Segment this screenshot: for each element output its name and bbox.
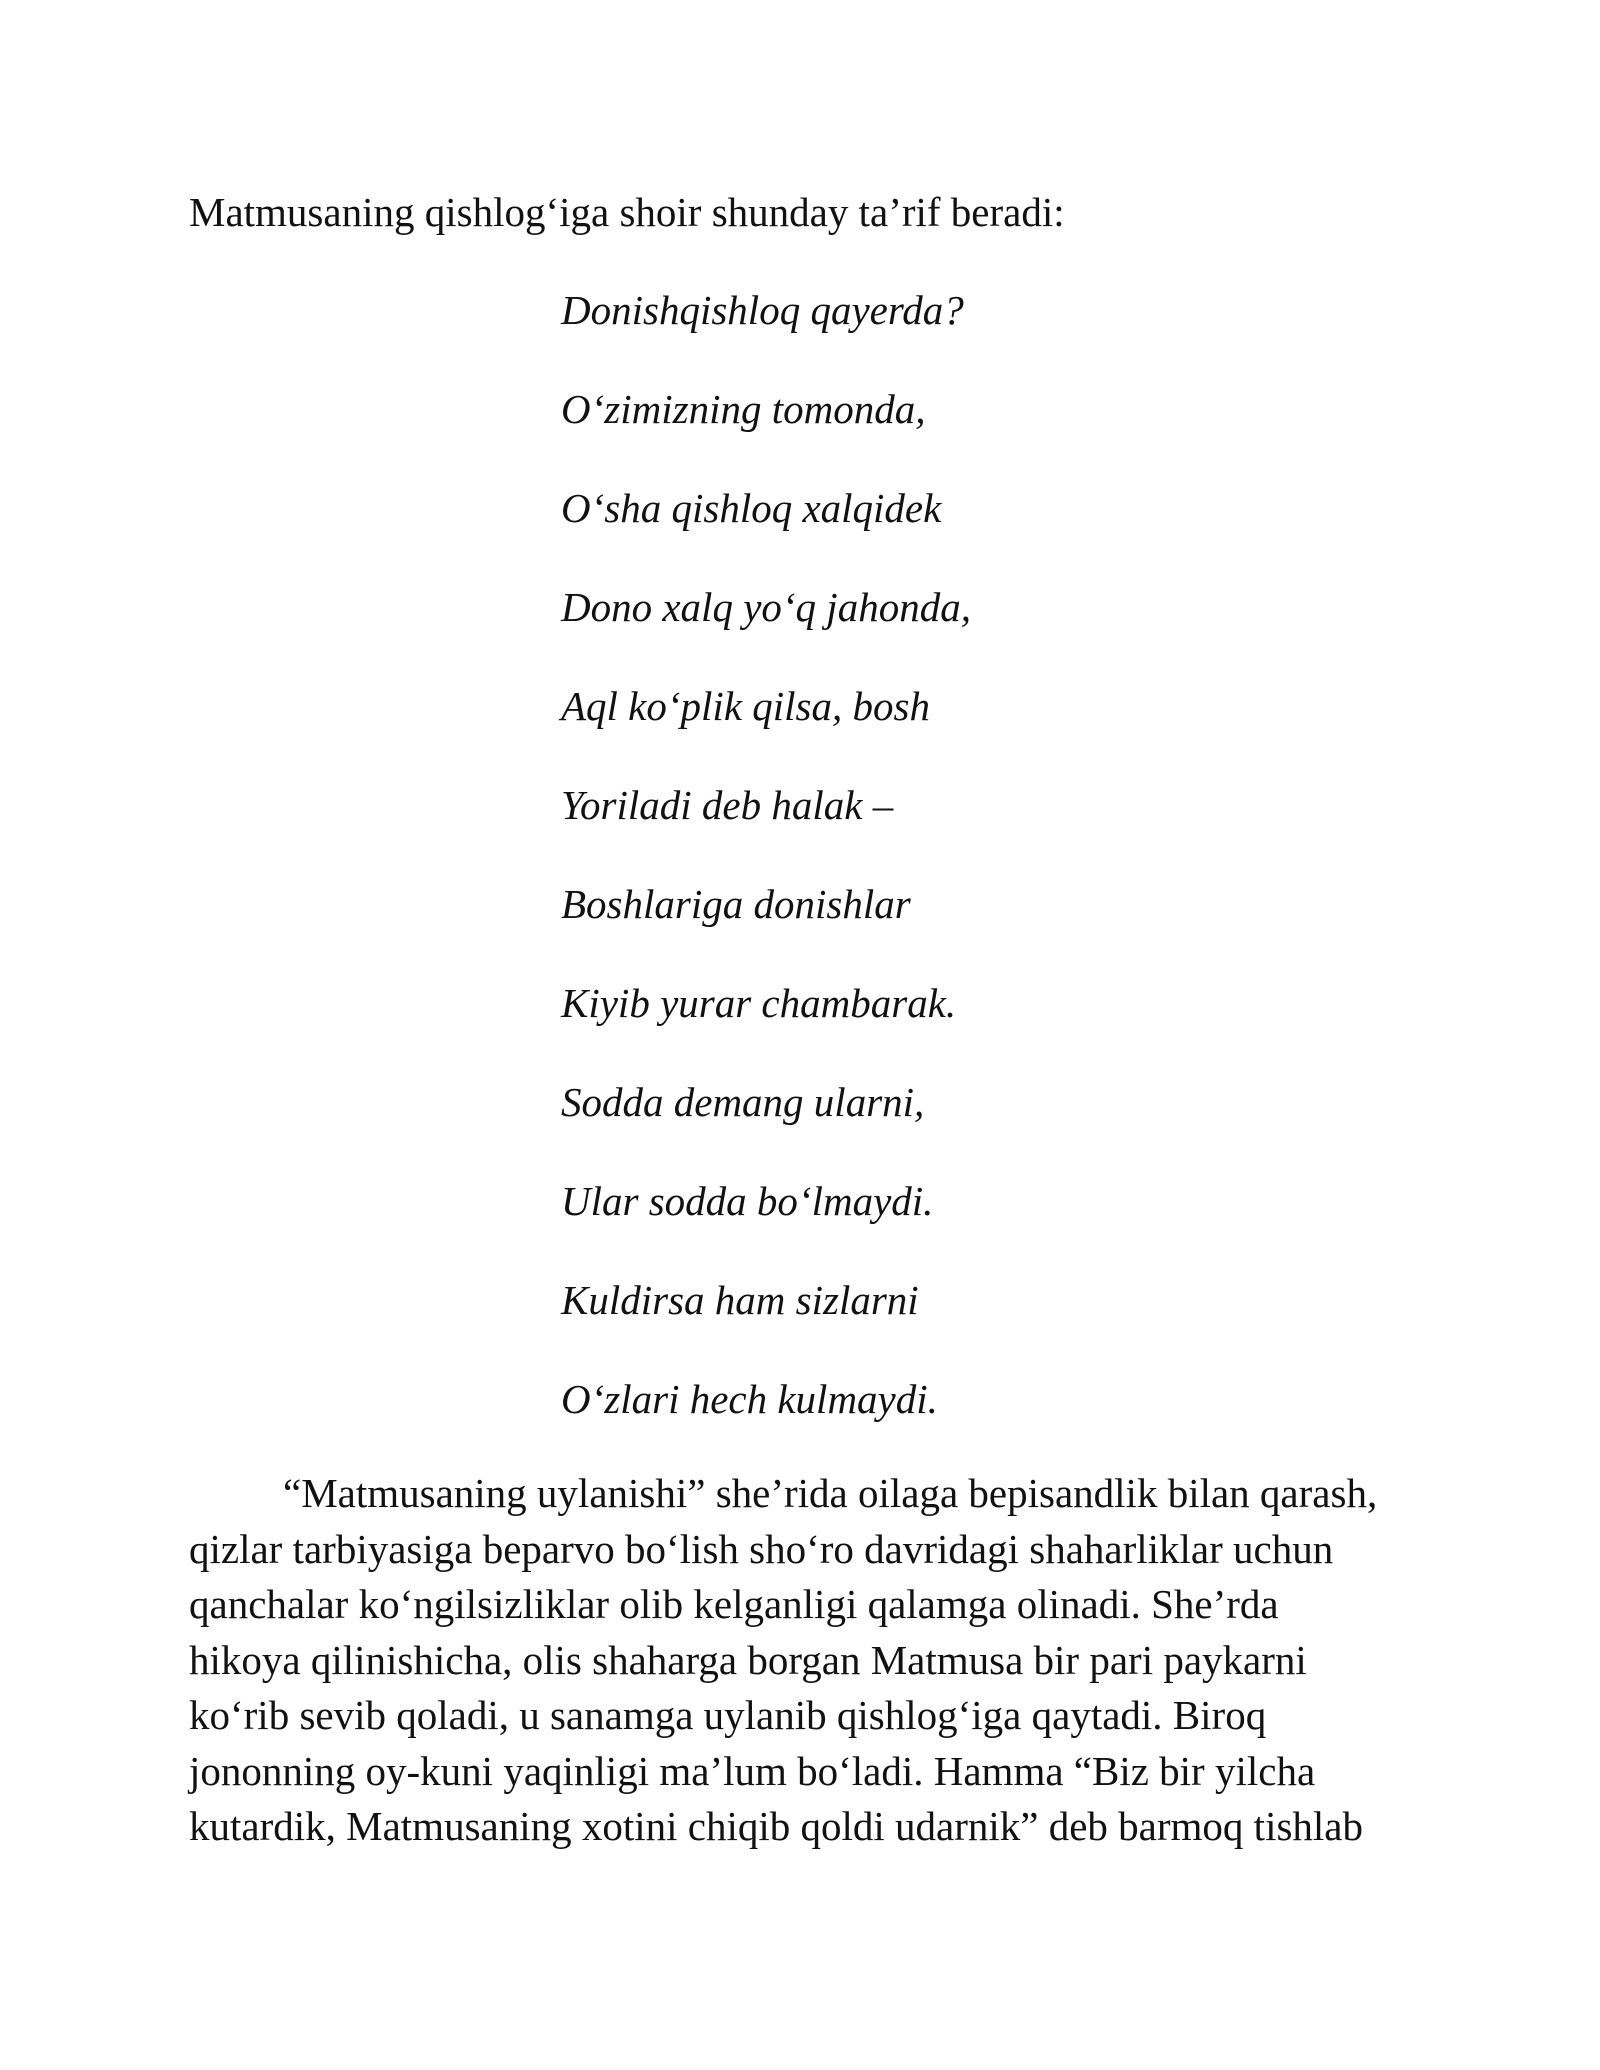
poem-line: Donishqishloq qayerda?: [561, 287, 964, 333]
poem-line: O‘zimizning tomonda,: [561, 386, 926, 432]
poem: [561, 284, 971, 1472]
poem-line: Sodda demang ularni,: [561, 1079, 925, 1125]
poem-line: Ular sodda bo‘lmaydi.: [561, 1178, 934, 1224]
paragraph-line: ko‘rib sevib qoladi, u sanamga uylanib qishlog‘iga qaytadi. Biroq: [189, 1692, 1267, 1738]
paragraph-line: qanchalar ko‘ngilsizliklar olib kelganligi qalamga olinadi. She’rda: [189, 1581, 1279, 1627]
paragraph-line: “Matmusaning uylanishi” she’rida oilaga bepisandlik bilan qarash,: [283, 1470, 1378, 1516]
poem-line: Aql ko‘plik qilsa, bosh: [561, 683, 930, 729]
poem-line: O‘zlari hech kulmaydi.: [561, 1376, 938, 1422]
poem-line: Kiyib yurar chambarak.: [561, 980, 957, 1026]
poem-line: Dono xalq yo‘q jahonda,: [561, 584, 971, 630]
poem-line: Yoriladi deb halak –: [561, 782, 894, 828]
paragraph-line: jononning oy-kuni yaqinligi ma’lum bo‘ladi. Hamma “Biz bir yilcha: [189, 1747, 1316, 1794]
paragraph-line: hikoya qilinishicha, olis shaharga borgan Matmusa bir pari paykarni: [189, 1636, 1307, 1683]
intro-sentence: Matmusaning qishlog‘iga shoir shunday ta’rif beradi:: [189, 189, 1065, 235]
paragraph-line: kutardik, Matmusaning xotini chiqib qoldi udarnik” deb barmoq tishlab: [189, 1803, 1364, 1849]
body-paragraph: [189, 1466, 1419, 1855]
paragraph-line: qizlar tarbiyasiga beparvo bo‘lish sho‘ro davridagi shaharliklar uchun: [189, 1525, 1334, 1572]
poem-line: Boshlariga donishlar: [561, 881, 911, 927]
poem-line: O‘sha qishloq xalqidek: [561, 485, 942, 531]
poem-line: Kuldirsa ham sizlarni: [561, 1277, 919, 1323]
